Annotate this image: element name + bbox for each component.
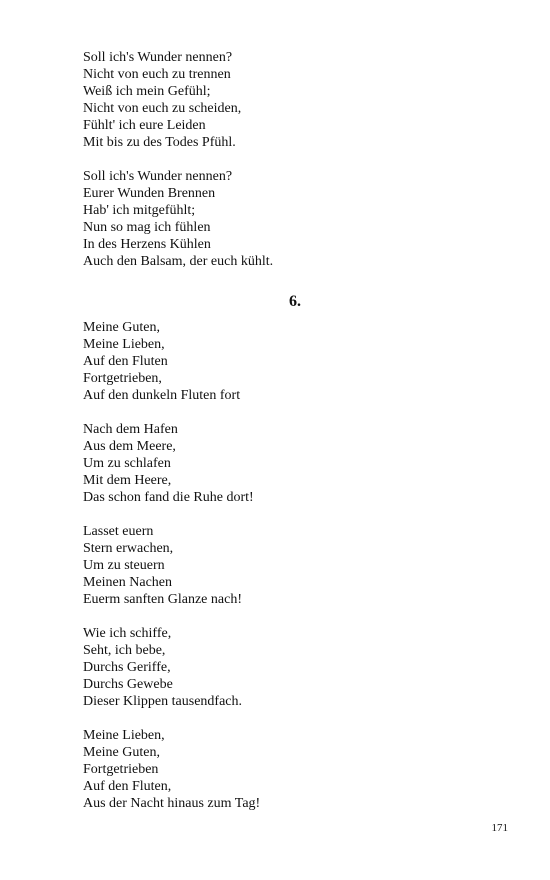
stanza: [83, 727, 483, 812]
verse-line: Mit dem Heere,: [83, 473, 172, 488]
verse-line: Stern erwachen,: [83, 541, 174, 556]
verse-line: Euerm sanften Glanze nach!: [83, 592, 242, 607]
verse-line: Nicht von euch zu trennen: [83, 67, 231, 82]
verse-line: Soll ich's Wunder nennen?: [83, 169, 233, 184]
verse-line: Meine Lieben,: [83, 337, 165, 352]
stanza: [83, 319, 483, 404]
poem-section: [83, 319, 483, 812]
verse-line: Nach dem Hafen: [83, 422, 178, 437]
verse-line: Mit bis zu des Todes Pfühl.: [83, 135, 236, 150]
verse-line: Auf den dunkeln Fluten fort: [83, 388, 241, 403]
stanza: [83, 49, 483, 151]
verse-line: Aus dem Meere,: [83, 439, 176, 454]
verse-line: Fühlt' ich eure Leiden: [83, 118, 206, 133]
verse-line: Meine Guten,: [83, 745, 160, 760]
verse-line: Fortgetrieben,: [83, 371, 162, 386]
verse-line: Fortgetrieben: [83, 762, 159, 777]
stanza: [83, 421, 483, 506]
verse-line: Meinen Nachen: [83, 575, 173, 590]
stanza: [83, 523, 483, 608]
verse-line: Das schon fand die Ruhe dort!: [83, 490, 254, 505]
verse-line: Um zu schlafen: [83, 456, 171, 471]
verse-line: Hab' ich mitgefühlt;: [83, 203, 196, 218]
verse-line: Nun so mag ich fühlen: [83, 220, 211, 235]
verse-line: Eurer Wunden Brennen: [83, 186, 216, 201]
verse-line: Aus der Nacht hinaus zum Tag!: [83, 796, 261, 811]
section-heading: 6.: [289, 293, 301, 310]
verse-line: Durchs Geriffe,: [83, 660, 171, 675]
verse-line: Durchs Gewebe: [83, 677, 173, 692]
verse-line: Dieser Klippen tausendfach.: [83, 694, 242, 709]
verse-line: Meine Lieben,: [83, 728, 165, 743]
verse-line: Auch den Balsam, der euch kühlt.: [83, 254, 274, 269]
poem-continuation: [83, 49, 483, 270]
verse-line: Meine Guten,: [83, 320, 160, 335]
page-number: 171: [491, 822, 508, 834]
stanza: [83, 168, 483, 270]
verse-line: Auf den Fluten: [83, 354, 168, 369]
verse-line: Um zu steuern: [83, 558, 165, 573]
verse-line: Lasset euern: [83, 524, 154, 539]
verse-line: Auf den Fluten,: [83, 779, 172, 794]
verse-line: In des Herzens Kühlen: [83, 237, 211, 252]
verse-line: Weiß ich mein Gefühl;: [83, 84, 211, 99]
verse-line: Soll ich's Wunder nennen?: [83, 50, 233, 65]
verse-line: Wie ich schiffe,: [83, 626, 172, 641]
verse-line: Seht, ich bebe,: [83, 643, 166, 658]
verse-line: Nicht von euch zu scheiden,: [83, 101, 242, 116]
stanza: [83, 625, 483, 710]
